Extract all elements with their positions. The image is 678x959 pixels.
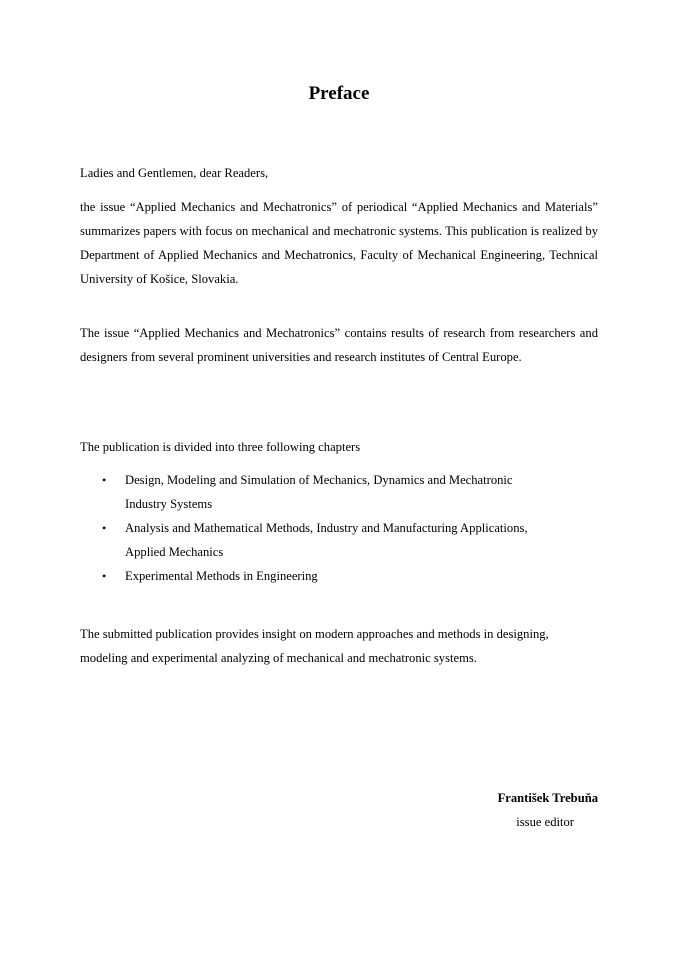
bullet-icon: • (102, 569, 107, 583)
list-item (80, 564, 545, 588)
editor-name: František Trebuňa (497, 791, 598, 805)
signature-block (498, 786, 598, 834)
salutation: Ladies and Gentlemen, dear Readers, (80, 166, 269, 180)
chapter-label: Experimental Methods in Engineering (125, 569, 318, 583)
closing-paragraph: The submitted publication provides insight on modern approaches and methods in designing, modeling and experimental analyzing of mechanical and mechatronic systems. (80, 627, 549, 665)
intro-paragraph: the issue “Applied Mechanics and Mechatronics” of periodical “Applied Mechanics and Materials” summarizes papers with focus on mechanical and mechatronic systems. This publication is realized by Department of Applied Mechanics and Mechatronics, Faculty of Mechanical Engineering, Technical University of Košice, Slovakia. (80, 200, 598, 286)
page-title: Preface (308, 83, 370, 104)
bullet-icon: • (102, 473, 107, 487)
research-paragraph: The issue “Applied Mechanics and Mechatronics” contains results of research from researchers and designers from several prominent universities and research institutes of Central Europe. (80, 326, 598, 364)
chapter-list (80, 468, 598, 588)
chapters-intro: The publication is divided into three following chapters (80, 440, 361, 454)
chapter-label: Analysis and Mathematical Methods, Industry and Manufacturing Applications, Applied Mechanics (125, 521, 528, 559)
editor-role: issue editor (516, 815, 574, 829)
list-item (80, 516, 545, 564)
chapter-label: Design, Modeling and Simulation of Mechanics, Dynamics and Mechatronic Industry Systems (125, 473, 513, 511)
list-item (80, 468, 545, 516)
bullet-icon: • (102, 521, 107, 535)
